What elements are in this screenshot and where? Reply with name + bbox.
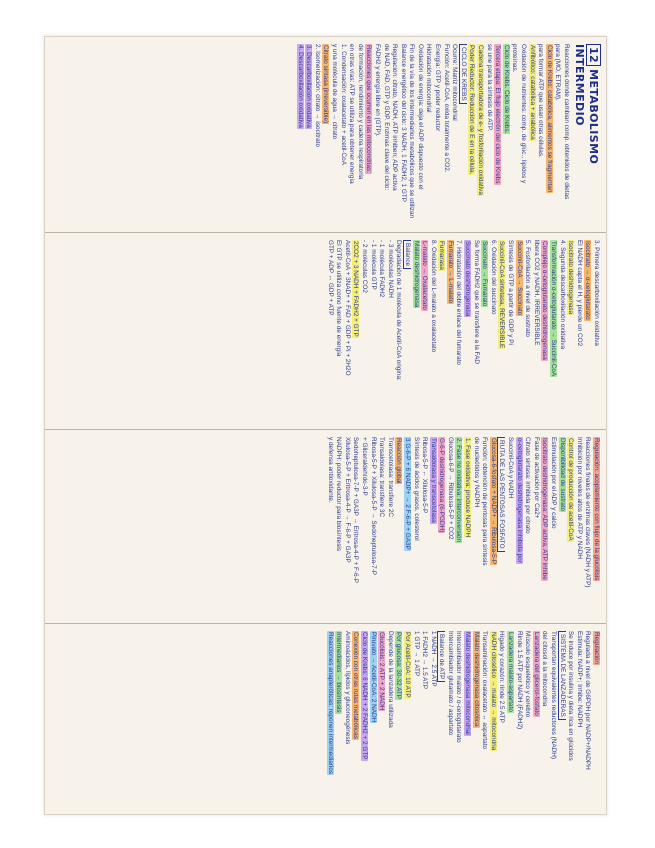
note-text: FADH2 y energía libre en (GTP). <box>373 44 381 137</box>
note-line <box>402 631 411 807</box>
note-text: Fumarasa <box>438 241 446 270</box>
note-line <box>454 631 463 807</box>
note-text: Transaldolasa y transcetolasa <box>429 438 437 523</box>
note-line <box>583 437 592 616</box>
note-text: Ribosa-5-P ← Xilulosa-5-P <box>421 437 429 514</box>
note-line <box>325 437 334 616</box>
note-text: Transcetolasa: transfiere 2C <box>386 437 394 518</box>
note-line <box>402 437 411 616</box>
note-text: Fin de la vía de los intermediarios metabólicos que se utilizan <box>408 44 416 219</box>
note-line <box>544 44 553 225</box>
note-line <box>377 631 386 807</box>
note-text: - 3 moléculas NADH <box>386 240 394 298</box>
note-line <box>523 437 532 616</box>
note-line <box>493 44 502 225</box>
note-line <box>342 631 351 807</box>
note-text: para (MO, ETRAM). <box>554 44 562 101</box>
note-text: Reacciones que ocurren en las mitocondrias: <box>365 45 373 173</box>
note-line <box>536 44 545 225</box>
note-text: Regulación <box>593 632 600 664</box>
note-text: 2. Isomerización: citrato → isocitrato <box>313 44 321 147</box>
note-line <box>441 44 450 225</box>
note-line <box>351 631 360 807</box>
note-text: Cadena transportadora de e- y fosforilación oxidativa <box>477 45 485 195</box>
note-text: Oxidación de energía: deja el ADP dispuesto con el <box>416 44 424 190</box>
note-text: Por glucosa: 30-32 ATP <box>395 632 403 700</box>
notes-sheet <box>44 36 607 815</box>
note-text: Complejo α-cetoglutarato deshidrogenasa <box>541 241 549 360</box>
note-line <box>505 631 514 807</box>
note-text: proteínas. <box>511 44 519 73</box>
note-line <box>583 631 592 807</box>
note-line <box>385 437 394 616</box>
note-line <box>501 44 510 225</box>
note-line <box>488 240 497 422</box>
note-text: Anfibólico: catabólica + anabólica <box>528 45 536 140</box>
note-line <box>566 240 575 422</box>
note-line <box>381 44 390 225</box>
note-text: Síntesis de GTP a partir de GDP y Pi <box>507 240 515 345</box>
note-text: Lanzadera malato-aspartato <box>507 632 515 712</box>
note-line <box>484 44 493 225</box>
note-text: Fase de activación por Ca2+ <box>532 437 540 519</box>
note-text: RUTA DE LAS PENTOSAS FOSFATO <box>497 437 505 552</box>
note-line <box>523 240 532 422</box>
note-line <box>394 240 403 422</box>
note-line <box>411 240 420 422</box>
note-line <box>347 44 356 225</box>
note-line <box>355 44 364 225</box>
note-text: Músculo esquelético y cerebro <box>524 631 532 718</box>
note-text: Balance energético del ciclo: 3 NADH, 1 FADH2, 1 GTP <box>399 44 407 203</box>
note-text: G-6-P deshidrogenasa (6-PGDH) <box>438 438 446 533</box>
note-text: Ciclo de Krebs. Ciclo de Krebs. <box>502 45 510 134</box>
note-text: 1. Fase oxidativa: produce NADPH <box>464 438 472 538</box>
note-text: Citrato sintasa (irreversible) <box>322 45 330 124</box>
note-line <box>437 437 446 616</box>
note-text: SISTEMA DE LANZADERAS <box>558 631 566 720</box>
note-line <box>471 240 480 422</box>
note-line <box>359 240 368 422</box>
note-text: Conexión con otras rutas metabólicas <box>352 632 360 739</box>
note-line <box>321 44 330 225</box>
note-line <box>428 631 437 807</box>
note-text: Ciclo de Krebs: catabólica, alimentos se fragmentan <box>545 45 553 193</box>
note-line <box>415 44 424 225</box>
title-text: METABOLISMO INTERMEDIO <box>573 44 600 165</box>
column-2-lines <box>325 240 600 422</box>
note-text: Ciclo de Krebs: 6 NADH + 2 FADH2 + 2 GTP <box>360 632 368 760</box>
note-text: Ribosa-5-P + Xilulosa-5-P → Sedoheptulosa-7-P <box>369 437 377 576</box>
note-line <box>351 437 360 616</box>
note-line <box>437 240 446 422</box>
note-text: 6. Oxidación del succinato <box>489 240 497 315</box>
note-text: Regulación: acoplamiento con flujo de la glucólisis <box>593 438 600 581</box>
note-line <box>540 631 549 807</box>
note-text: 1. Condensación: oxalacetato + acetil-CoA <box>339 44 347 165</box>
note-line <box>527 44 536 225</box>
note-text: Ocurre: Matriz mitocondrial <box>451 44 459 121</box>
note-text: Succinil-CoA sintetasa, REVERSIBLE <box>498 241 506 349</box>
note-text: 2. Fase no oxidativa: interconversión <box>455 438 463 543</box>
note-text: 3. Primera descarboxilación oxidativa <box>593 240 600 346</box>
note-text: Reacción global <box>395 438 403 484</box>
note-text: del citosol a la mitocondria <box>541 631 549 707</box>
note-text: Hígado y corazón: rinde 2.5 ATP <box>498 631 506 723</box>
note-line <box>342 240 351 422</box>
note-text: Estimulación por el ADP y calcio <box>550 437 558 529</box>
note-line <box>475 44 484 225</box>
note-line <box>334 631 343 807</box>
note-text: Succinato → Fumarato <box>481 241 489 307</box>
note-line <box>338 44 347 225</box>
note-line <box>407 44 416 225</box>
note-text: Succinil-CoA y NADH <box>507 437 515 499</box>
column-3 <box>45 430 606 624</box>
note-text: Regulada a nivel de G6PDH por NADP+/NADPH <box>584 631 592 770</box>
note-line <box>591 240 600 422</box>
note-text: Degradación de 1 molécula de Acetil-CoA origina: <box>395 240 403 381</box>
note-text: de NAD, FAD, GTP y GDP. Enzimas clave del ciclo: <box>382 44 390 191</box>
note-text: El GTP se utiliza como fuente de energía <box>335 240 343 357</box>
note-text: y defensa antioxidante. <box>326 437 334 503</box>
note-text: L-malato → Oxalacetato <box>421 241 429 310</box>
note-line <box>574 240 583 422</box>
note-text: Energía: GTP y poder reductor <box>434 44 442 132</box>
note-line <box>325 240 334 422</box>
note-text: Sedoheptulosa-7-P + GA3P → Eritrosa-4-P + F-6-P <box>352 437 360 583</box>
note-text: Se forma FADH2 que se transfiere a la FAD <box>472 240 480 364</box>
note-text: Intermediarios → biosíntesis <box>335 632 343 713</box>
note-line <box>398 44 407 225</box>
note-line <box>454 240 463 422</box>
column-4-lines <box>325 631 600 807</box>
note-text: Succinil-CoA → Succinato <box>515 241 523 316</box>
note-text: en otras vías: ATP se utiliza para obtener energía <box>348 44 356 184</box>
note-line <box>428 437 437 616</box>
note-line <box>342 437 351 616</box>
note-text: Malato deshidrogenasa citosólica <box>472 632 480 727</box>
note-line <box>454 437 463 616</box>
note-line <box>553 44 562 225</box>
note-line <box>304 44 313 225</box>
note-text: Isocitrato deshidrogenasa: ADP activa, ATP inhibe <box>541 438 549 580</box>
title-number: 12 <box>586 44 601 66</box>
note-line <box>514 437 523 616</box>
note-text: 3. Descarboxilación oxidativa <box>305 45 313 128</box>
note-line <box>445 437 454 616</box>
note-text: Síntesis de ácidos grasos, colesterol <box>412 437 420 541</box>
note-line <box>467 44 476 225</box>
note-line <box>480 437 489 616</box>
note-text: libera CO2 y NADH, IRREVERSIBLE <box>532 240 540 346</box>
note-text: 1 NADH → 2.5 ATP <box>429 631 437 687</box>
column-4 <box>45 624 606 814</box>
note-text: y una molécula de agua → citrato <box>330 44 338 140</box>
note-line <box>574 437 583 616</box>
note-line <box>471 437 480 616</box>
note-line <box>497 240 506 422</box>
note-line <box>480 240 489 422</box>
note-line <box>368 240 377 422</box>
note-text: Inhibición por niveles altos de ATP y NADH <box>575 437 583 559</box>
note-text: Poder Reductor: Reducción de E en la célula. <box>468 45 476 175</box>
note-line <box>445 631 454 807</box>
note-text: + Gliceraldehído-3-P <box>360 437 368 496</box>
note-text: 1 FADH2 → 1.5 ATP <box>421 631 429 690</box>
note-text: Lanzadera del glicerol-fosfato <box>532 632 540 716</box>
note-text: 2CO2 + 3 NADH + FADH2 + GTP <box>352 241 360 337</box>
note-line <box>377 240 386 422</box>
note-line <box>488 631 497 807</box>
note-text: El NADH capta el H, y pierde un CO2 <box>575 240 583 347</box>
note-line <box>471 631 480 807</box>
note-line <box>540 437 549 616</box>
note-line <box>364 44 373 225</box>
note-text: se une para la síntesis de ATP. <box>485 44 493 132</box>
note-text: Disponibilidad de sustrato <box>558 438 566 512</box>
note-text: Intercambiador glutamato / aspartato <box>446 631 454 736</box>
note-line <box>394 631 403 807</box>
note-text: Depende de la lanzadera utilizada <box>386 631 394 728</box>
note-text: α-cetoglutarato deshidrogenasa inhibida por <box>515 438 523 563</box>
note-line <box>463 437 472 616</box>
note-line <box>420 631 429 807</box>
note-line <box>531 631 540 807</box>
note-line <box>540 240 549 422</box>
note-line <box>518 44 527 225</box>
note-text: Función: Acetil-CoA, oxida totalmente a CO2. <box>442 44 450 173</box>
note-text: 8. Oxidación del L-malato a oxalacetato <box>429 240 437 353</box>
note-text: Reacciones finales de enzimas claves (NADH y ATP) <box>584 437 592 588</box>
note-line <box>377 437 386 616</box>
note-line <box>424 44 433 225</box>
note-line <box>428 240 437 422</box>
note-line <box>385 631 394 807</box>
note-text: Isocitrato deshidrogenasa <box>567 241 575 315</box>
note-line <box>531 437 540 616</box>
note-text: - 1 molécula FADH2 <box>378 240 386 298</box>
note-line <box>458 44 467 225</box>
note-text: Balance de ATP <box>437 631 445 682</box>
note-line <box>557 437 566 616</box>
note-text: Se induce por insulina y dieta rica en glúcidos <box>567 631 575 761</box>
note-line <box>368 631 377 807</box>
note-line <box>394 437 403 616</box>
note-line <box>312 44 321 225</box>
note-text: Malato deshidrogenasa <box>412 241 420 308</box>
note-line <box>591 631 600 807</box>
note-line <box>557 240 566 422</box>
note-text: Xilulosa-5-P + Eritrosa-4-P → F-6-P + GA3P <box>343 437 351 563</box>
note-line <box>385 240 394 422</box>
note-line <box>566 631 575 807</box>
note-text: Rinde 1.5 ATP por NADH (FADH2) <box>515 631 523 730</box>
note-text: NADPH: poder reductor para biosíntesis <box>335 437 343 552</box>
note-text: Transaminación: oxalacetato ↔ aspartato <box>481 631 489 750</box>
note-text: 1 GTP → 1 ATP <box>412 631 420 677</box>
note-text: Malato deshidrogenasa mitocondrial <box>464 632 472 735</box>
note-text: Glucosa-6-fosfato + NADP+ → Ribulosa-5-P <box>489 438 497 565</box>
note-text: NADH citosólico → malato → mitocondria <box>489 632 497 751</box>
note-text: Tercera etapa: El flujo electrón del ciclo de Krebs <box>494 45 502 184</box>
note-line <box>510 44 519 225</box>
note-line <box>402 240 411 422</box>
note-line <box>548 240 557 422</box>
note-text: Glucólisis: 2 ATP + 2 NADH <box>378 632 386 711</box>
note-text: 4. Segunda descarboxilación oxidativa <box>558 240 566 350</box>
note-text: de nucleótidos y NADPH <box>472 437 480 508</box>
note-line <box>557 631 566 807</box>
note-line <box>329 44 338 225</box>
page-title <box>572 44 600 225</box>
note-text: Succinato deshidrogenasa <box>464 241 472 317</box>
note-text: Aminoácidos, lípidos y gluconeogénesis <box>343 631 351 745</box>
note-text: Acetil-CoA + 3NAD+ + FAD + GDP + Pi + 2H2O <box>343 240 351 376</box>
note-text: Citrato sintasa: inhibida por citrato <box>524 437 532 534</box>
note-line <box>463 631 472 807</box>
note-line <box>591 437 600 616</box>
note-line <box>548 631 557 807</box>
note-line <box>437 631 446 807</box>
note-text: Hidratación mitocondrial <box>425 44 433 113</box>
note-text: - 1 molécula GTP <box>369 240 377 290</box>
note-text: Transformación α-cetoglutarato → Succinil-CoA <box>550 241 558 377</box>
note-line <box>295 44 304 225</box>
column-3-lines <box>325 437 600 616</box>
note-line <box>497 631 506 807</box>
column-2 <box>45 233 606 430</box>
note-text: Regulación: citrato, NADH, ATP inhiben; ADP activa <box>391 44 399 191</box>
note-text: 4. Descarboxilación oxidativa <box>296 45 304 128</box>
note-line <box>488 437 497 616</box>
note-text: Reacciones donde cambian comp. obtenidos de dietas <box>563 44 570 200</box>
note-text: Estimula: NADP+; Inhibe: NADPH <box>575 631 583 728</box>
note-line <box>420 240 429 422</box>
note-line <box>583 240 592 422</box>
note-text: Glucosa-6-P → Ribulosa-5-P + CO2 <box>446 437 454 540</box>
note-text: 7. Hidratación del doble enlace del fumarato <box>455 240 463 366</box>
note-text: para formar ATP que usan otras células. <box>537 44 545 158</box>
note-line <box>514 240 523 422</box>
note-line <box>561 44 570 225</box>
note-line <box>433 44 442 225</box>
note-line <box>411 437 420 616</box>
note-text: GTP + ADP ↔ GDP + ATP <box>326 240 334 316</box>
note-text: Control de producción de acetil-CoA <box>567 438 575 541</box>
note-line <box>531 240 540 422</box>
note-line <box>359 631 368 807</box>
note-text: Función: obtención de pentosas para síntesis <box>481 437 489 566</box>
note-line <box>445 240 454 422</box>
note-line <box>463 240 472 422</box>
note-line <box>574 631 583 807</box>
note-line <box>390 44 399 225</box>
note-text: Piruvato → Acetil-CoA: 2 NADH <box>369 632 377 723</box>
note-line <box>450 44 459 225</box>
note-line <box>505 240 514 422</box>
note-line <box>480 631 489 807</box>
note-text: Transaldolasa: transfiere 3C <box>378 437 386 518</box>
note-line <box>514 631 523 807</box>
note-text: Reacciones anapleróticas: reponen intermediarios <box>326 632 334 775</box>
note-line <box>420 437 429 616</box>
note-line <box>372 44 381 225</box>
note-line <box>497 437 506 616</box>
note-text: de formación, rendimiento y cadena respiratoria <box>356 44 364 180</box>
note-text: CICLO DE KREBS <box>459 44 467 104</box>
note-line <box>334 240 343 422</box>
note-line <box>334 437 343 616</box>
note-text: Por Acetil-CoA: 10 ATP <box>403 632 411 698</box>
note-text: Intercambiador malato / α-cetoglutarato <box>455 631 463 743</box>
note-line <box>548 437 557 616</box>
note-text: Fumarato → L-malato <box>446 241 454 304</box>
column-1 <box>45 37 606 233</box>
note-line <box>325 631 334 807</box>
note-text: Oxidación de nutrientes: comp. de glúc., lípidos y <box>520 44 528 184</box>
note-text: 5. Fosforilación a nivel de sustrato <box>524 240 532 337</box>
column-1-lines <box>295 44 570 225</box>
note-line <box>368 437 377 616</box>
note-line <box>351 240 360 422</box>
note-line <box>411 631 420 807</box>
note-text: 3 G-6-P + 6 NADP+ → 2 F-6-P + GA3P <box>403 438 411 550</box>
note-line <box>505 437 514 616</box>
note-line <box>523 631 532 807</box>
note-text: Transportan equivalentes reductores (NADH) <box>550 631 558 759</box>
note-text: - 2 moléculas CO2 <box>360 240 368 293</box>
note-text: Balance <box>403 240 411 269</box>
rotated-page <box>45 37 606 814</box>
note-line <box>359 437 368 616</box>
note-text: Isocitrato → α-cetoglutarato <box>584 241 592 320</box>
note-line <box>566 437 575 616</box>
